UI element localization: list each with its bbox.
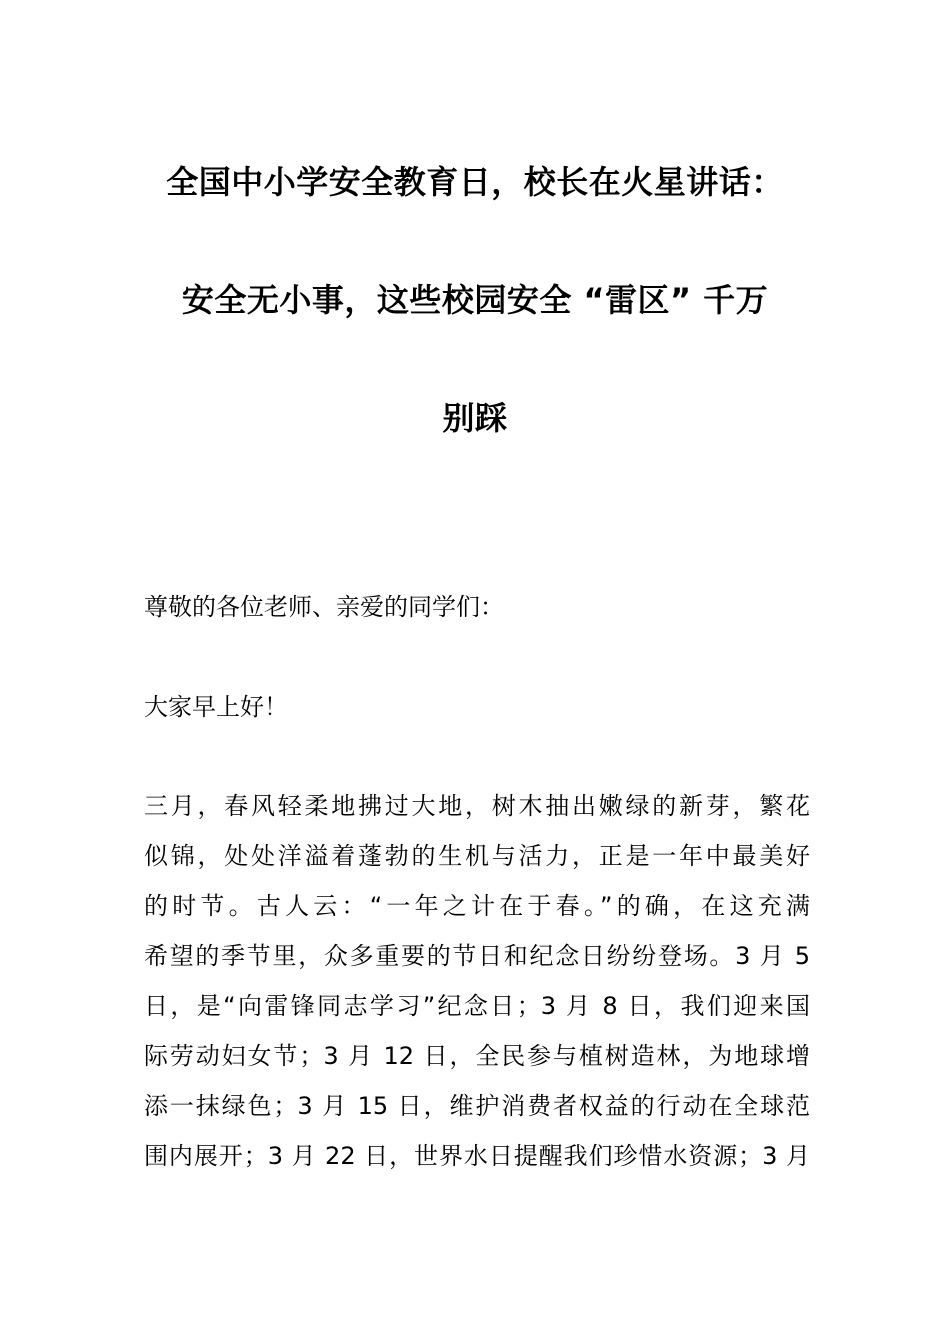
paragraph-line: 希望的季节里，众多重要的节日和纪念日纷纷登场。3 月 5 <box>144 942 810 970</box>
title-line-1: 全国中小学安全教育日，校长在火星讲话： <box>166 163 784 201</box>
paragraph-line: 的时节。古人云：“一年之计在于春。”的确，在这充满 <box>144 892 810 920</box>
paragraph-line: 日，是“向雷锋同志学习”纪念日；3 月 8 日，我们迎来国 <box>144 992 810 1020</box>
paragraph-line: 添一抹绿色；3 月 15 日，维护消费者权益的行动在全球范 <box>144 1092 810 1120</box>
paragraph-line: 似锦，处处洋溢着蓬勃的生机与活力，正是一年中最美好 <box>144 842 810 870</box>
body-paragraph <box>144 788 810 1188</box>
salutation: 尊敬的各位老师、亲爱的同学们： <box>144 593 504 621</box>
title-line-2: 安全无小事，这些校园安全 “雷区” 千万 <box>181 281 769 319</box>
title-line-3: 别踩 <box>442 399 508 437</box>
paragraph-line: 围内展开；3 月 22 日，世界水日提醒我们珍惜水资源；3 月 <box>144 1142 810 1170</box>
morning-greeting: 大家早上好！ <box>144 693 288 721</box>
paragraph-line: 际劳动妇女节；3 月 12 日，全民参与植树造林，为地球增 <box>144 1042 810 1070</box>
paragraph-line: 三月，春风轻柔地拂过大地，树木抽出嫩绿的新芽，繁花 <box>144 792 810 820</box>
